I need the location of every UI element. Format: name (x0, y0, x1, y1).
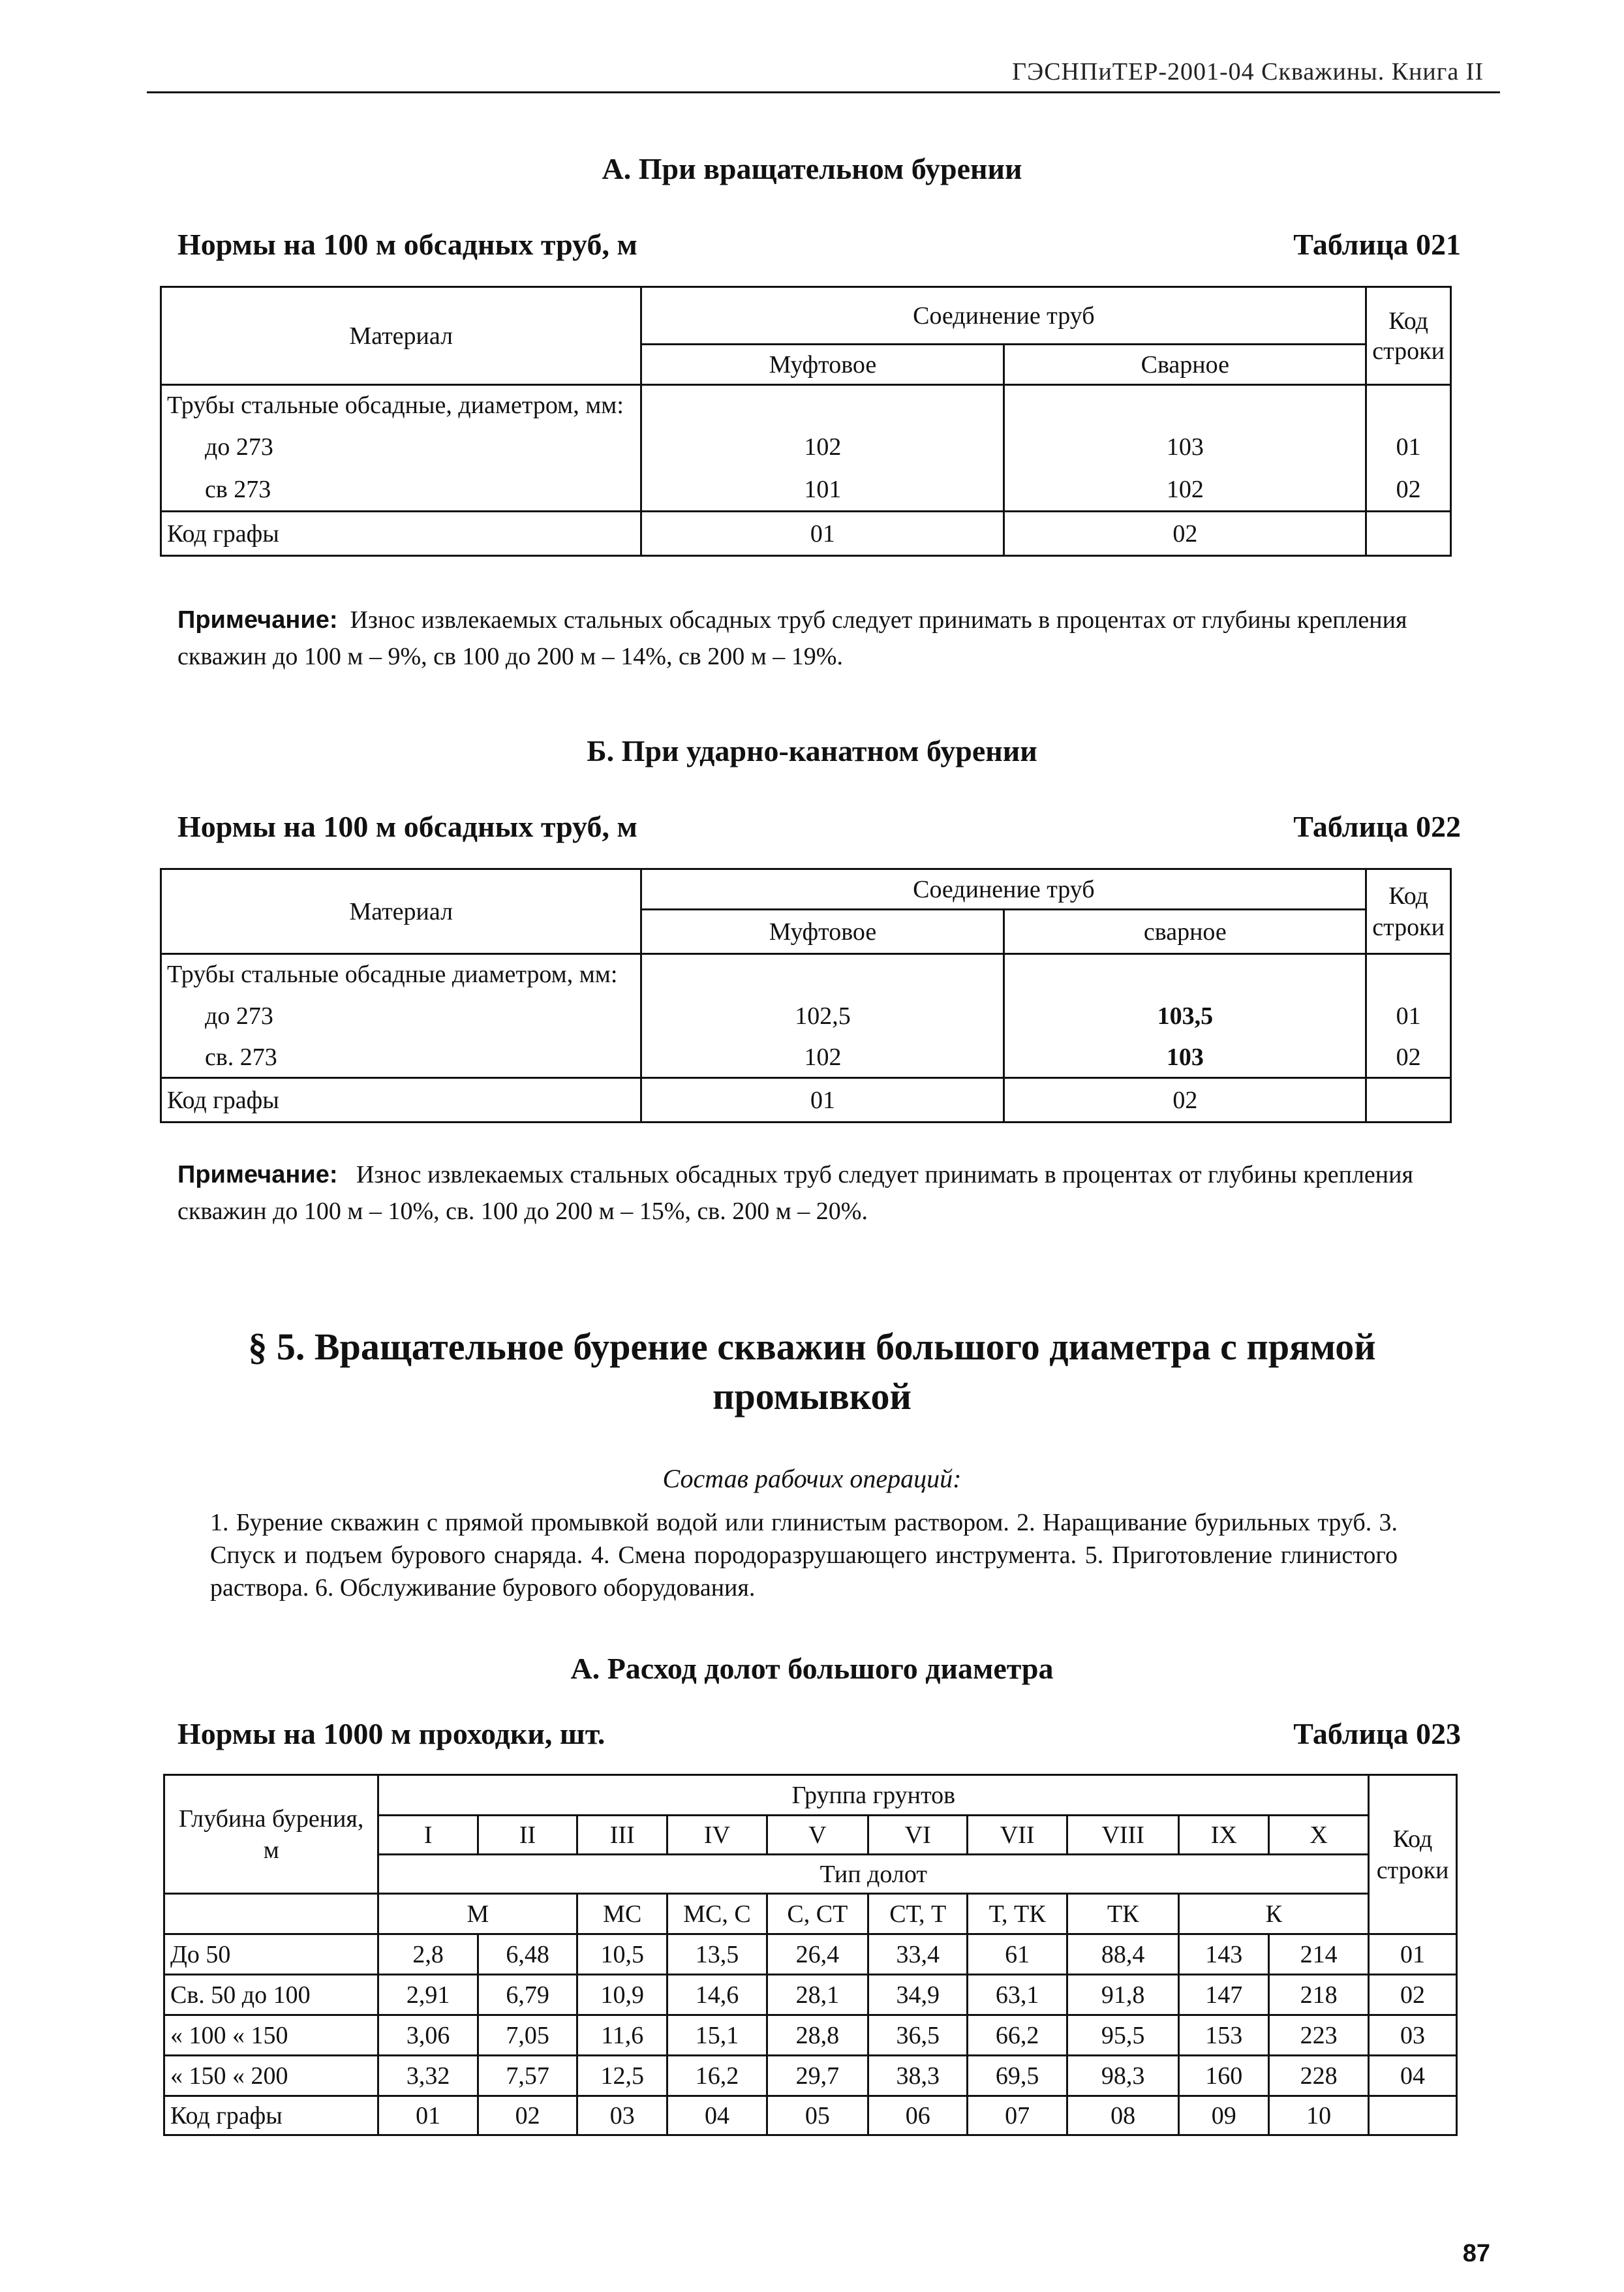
table-022 (160, 868, 1452, 1123)
table-021-label: Таблица 021 (1293, 228, 1461, 261)
table-023 (163, 1774, 1458, 2136)
column-code-row: Код графы 01 02 03 04 05 06 07 08 09 10 (164, 2096, 1457, 2135)
section-b-norms: Нормы на 100 м обсадных труб, м (177, 810, 637, 843)
header-material: Материал (161, 869, 641, 954)
section-a-norms: Нормы на 100 м обсадных труб, м (177, 228, 637, 261)
table-023-label: Таблица 023 (1293, 1717, 1461, 1750)
depth-header: Глубина бурения, м (164, 1775, 378, 1894)
table-021 (160, 286, 1452, 557)
header-welded: Сварное (1004, 345, 1366, 385)
group-label: Трубы стальные обсадные, диаметром, мм: (161, 385, 641, 426)
soil-group-header: Группа грунтов (378, 1775, 1369, 1816)
table-row: « 150 « 200 3,32 7,57 12,5 16,2 29,7 38,3 69,5 98,3 160 228 04 (164, 2056, 1457, 2096)
column-code-row: Код графы 01 02 (161, 1078, 1451, 1123)
header-code: Код строки (1366, 287, 1451, 385)
section-c-title: А. Расход долот большого диаметра (570, 1652, 1054, 1685)
table-row: св. 273 102 103 02 (161, 1038, 1451, 1078)
header-welded: сварное (1004, 910, 1366, 954)
header-connection: Соединение труб (641, 287, 1366, 345)
header-coupling: Муфтовое (641, 345, 1004, 385)
header-material: Материал (161, 287, 641, 385)
table-row: До 50 2,8 6,48 10,5 13,5 26,4 33,4 61 88,4 143 214 01 (164, 1934, 1457, 1975)
bit-types-row: М МС МС, С С, СТ СТ, Т Т, ТК ТК К (164, 1894, 1457, 1934)
group-label: Трубы стальные обсадные диаметром, мм: (161, 954, 641, 995)
soil-groups-row: I II III IV V VI VII VIII IX X (164, 1816, 1457, 1855)
note-a-text: Износ извлекаемых стальных обсадных труб следует принимать в процентах от глубины крепления скважин до 100 м – 9%, св 100 до 200 м – 14%, св 200 м – 19%. (177, 606, 1407, 670)
table-row: до 273 102 103 01 (161, 426, 1451, 469)
header-code: Код строки (1366, 869, 1451, 954)
note-b-text: Износ извлекаемых стальных обсадных труб следует принимать в процентах от глубины крепления скважин до 100 м – 10%, св. 100 до 200 м – 15%, св. 200 м – 20%. (177, 1161, 1413, 1225)
running-head: ГЭСНПиТЕР-2001-04 Скважины. Книга II (1012, 58, 1484, 85)
code-header: Код строки (1369, 1775, 1457, 1934)
bit-type-header: Тип долот (378, 1855, 1369, 1894)
note-b-label: Примечание: (177, 1161, 338, 1188)
table-row: Св. 50 до 100 2,91 6,79 10,9 14,6 28,1 34,9 63,1 91,8 147 218 02 (164, 1975, 1457, 2015)
note-a-label: Примечание: (177, 606, 338, 634)
operations-text: 1. Бурение скважин с прямой промывкой водой или глинистым раствором. 2. Наращивание бурильных труб. 3. Спуск и подъем бурового снаряда. 4. Смена породоразрушающего инструмента. 5. Приготовление глинистого раствора. 6. Обслуживание бурового оборудования. (210, 1509, 1398, 1602)
header-rule (147, 91, 1500, 93)
section-a-title: А. При вращательном бурении (602, 152, 1022, 185)
header-coupling: Муфтовое (641, 910, 1004, 954)
table-row: до 273 102,5 103,5 01 (161, 995, 1451, 1038)
table-row: св 273 101 102 02 (161, 469, 1451, 512)
table-row: « 100 « 150 3,06 7,05 11,6 15,1 28,8 36,5 66,2 95,5 153 223 03 (164, 2015, 1457, 2056)
column-code-row: Код графы 01 02 (161, 512, 1451, 556)
section-c-norms: Нормы на 1000 м проходки, шт. (177, 1717, 605, 1750)
note-a (177, 602, 1450, 675)
operations-heading: Состав рабочих операций: (662, 1464, 962, 1493)
section-b-title: Б. При ударно-канатном бурении (587, 734, 1037, 767)
header-connection: Соединение труб (641, 869, 1366, 910)
note-b (177, 1156, 1450, 1230)
paragraph-title: § 5. Вращательное бурение скважин большого диаметра с прямой промывкой (248, 1325, 1376, 1417)
page-number: 87 (1462, 2240, 1490, 2267)
table-022-label: Таблица 022 (1293, 810, 1461, 843)
